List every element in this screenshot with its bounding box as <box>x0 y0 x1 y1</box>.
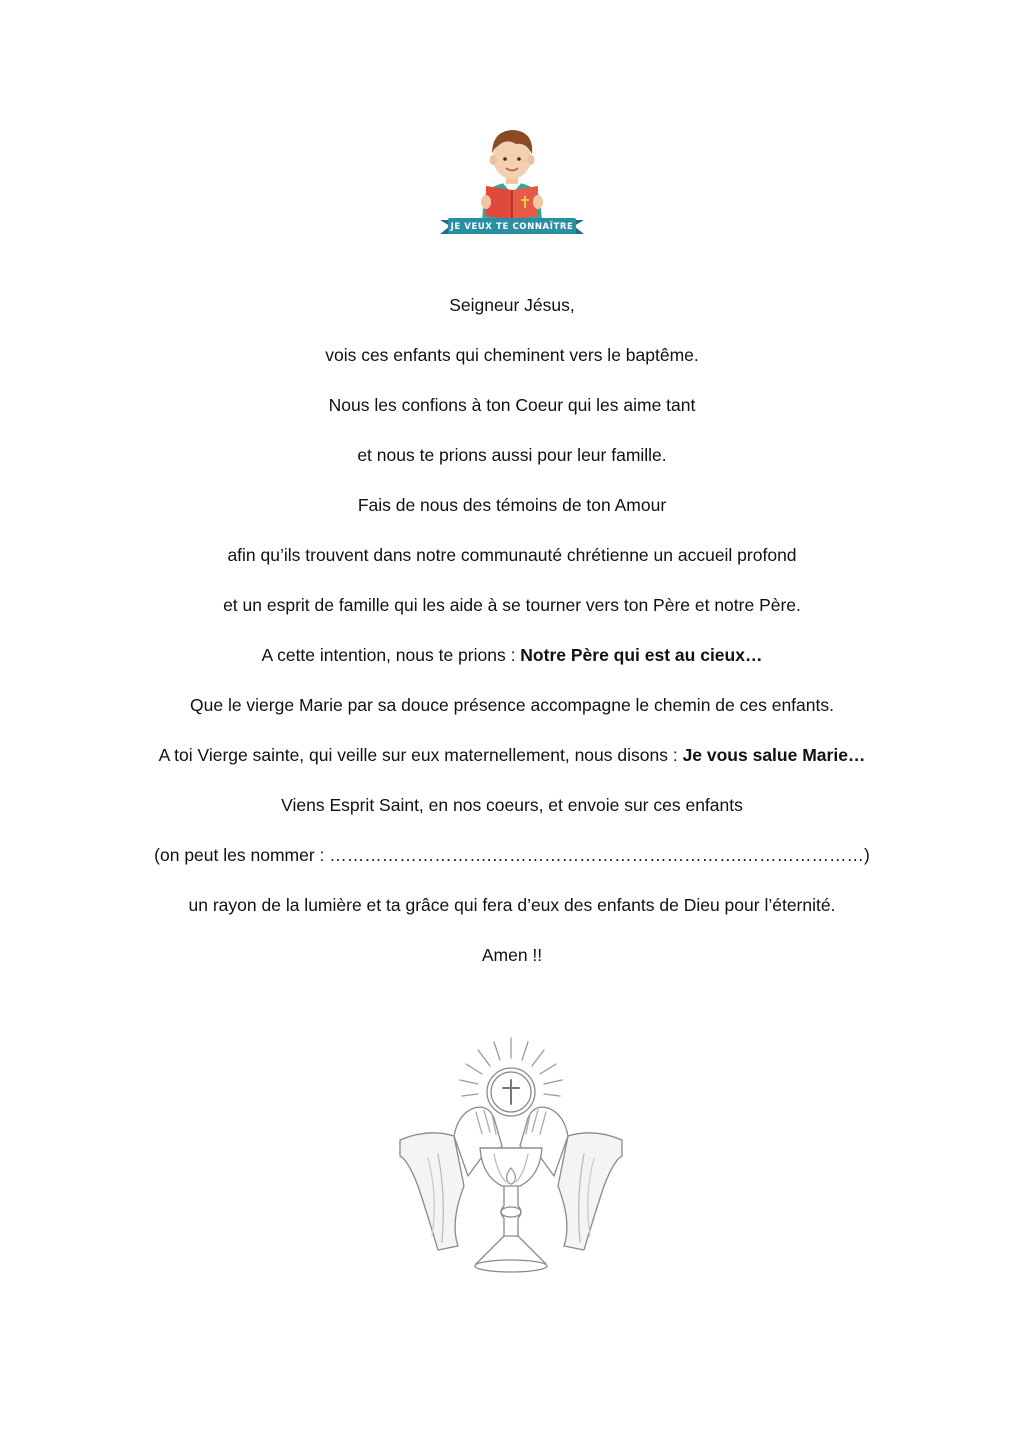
prayer-name-our-father: Notre Père qui est au cieux… <box>520 645 763 665</box>
prayer-line: et un esprit de famille qui les aide à se tourner vers ton Père et notre Père. <box>223 595 801 615</box>
prayer-line: vois ces enfants qui cheminent vers le baptême. <box>325 345 699 365</box>
prayer-line: A cette intention, nous te prions : Notre Père qui est au cieux… <box>261 645 763 665</box>
prayer-line: Seigneur Jésus, <box>449 295 575 315</box>
prayer-text <box>0 292 1024 992</box>
prayer-line: un rayon de la lumière et ta grâce qui fera d’eux des enfants de Dieu pour l’éternité. <box>188 895 836 915</box>
prayer-line: et nous te prions aussi pour leur famille. <box>357 445 667 465</box>
prayer-line: Nous les confions à ton Coeur qui les aime tant <box>328 395 696 415</box>
prayer-line: afin qu’ils trouvent dans notre communauté chrétienne un accueil profond <box>227 545 797 565</box>
prayer-line: Fais de nous des témoins de ton Amour <box>357 495 667 515</box>
prayer-line-amen: Amen !! <box>481 945 543 965</box>
logo <box>436 124 588 240</box>
logo-caption: JE VEUX TE CONNAÎTRE <box>450 222 574 232</box>
prayer-line-names: (on peut les nommer : ……………………….…………………………………….…………………) <box>154 845 870 865</box>
prayer-name-hail-mary: Je vous salue Marie… <box>682 745 866 765</box>
prayer-line: Que le vierge Marie par sa douce présence accompagne le chemin de ces enfants. <box>190 695 834 715</box>
eucharist-chalice-host-icon <box>398 1036 624 1282</box>
prayer-line: A toi Vierge sainte, qui veille sur eux maternellement, nous disons : Je vous salue Marie… <box>158 745 866 765</box>
prayer-line: Viens Esprit Saint, en nos coeurs, et envoie sur ces enfants <box>281 795 743 815</box>
